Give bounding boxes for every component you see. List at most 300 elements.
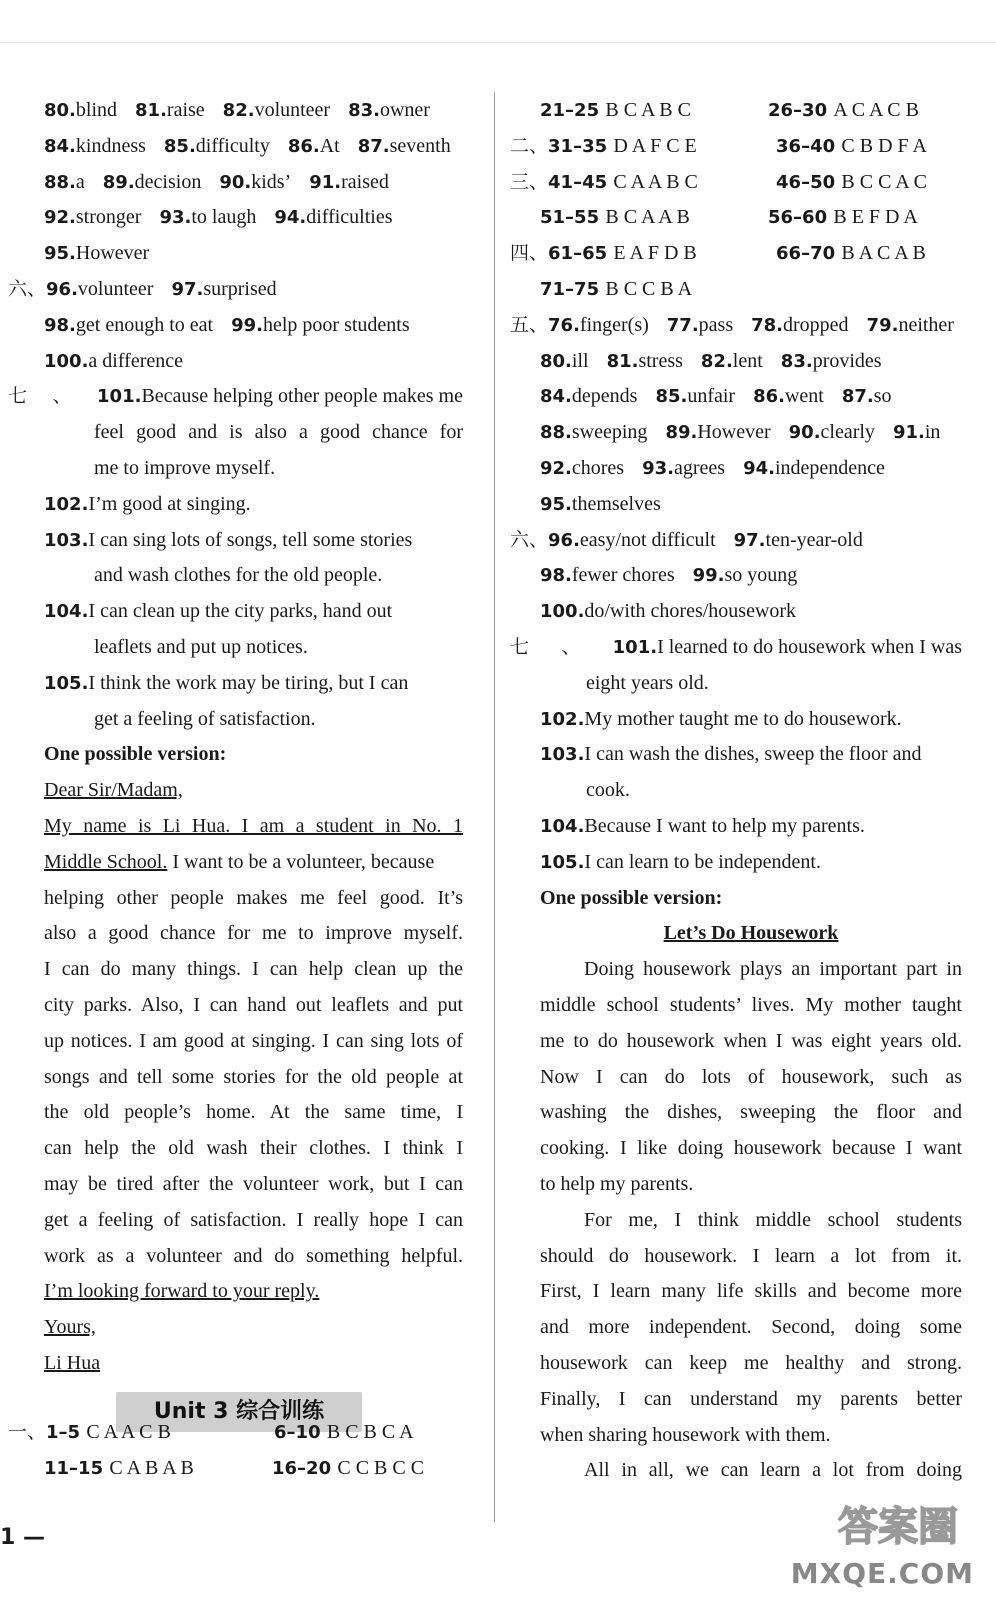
answer-line [8, 92, 463, 128]
answer-text: I can wash the dishes, sweep the floor and [584, 743, 922, 766]
answer-range [540, 92, 750, 129]
answer-text: volunteer [254, 99, 331, 121]
answer-item [734, 522, 863, 559]
answer-item [44, 92, 117, 129]
unit-answer-line [8, 1450, 478, 1486]
salutation [8, 772, 463, 808]
answer-continuation: me to improve myself. [94, 457, 276, 479]
essay-line [510, 1094, 962, 1130]
answer-number: 96. [46, 279, 78, 300]
closing [8, 1309, 463, 1345]
answer-item [540, 593, 796, 630]
essay-line [8, 1273, 463, 1309]
answer-text: decision [134, 170, 202, 193]
answer-text: I can sing lots of songs, tell some stories [88, 528, 413, 551]
answer-number: 85. [163, 135, 196, 157]
answer-item [548, 522, 716, 559]
answer-item [348, 92, 430, 129]
range-answers: B C A B C [605, 99, 691, 121]
answer-number: 84. [540, 386, 572, 408]
answer-text: However [75, 242, 150, 265]
answer-text: get enough to eat [75, 313, 214, 336]
essay-line [8, 1202, 463, 1238]
answer-range-line [510, 92, 980, 128]
answer-line [8, 271, 463, 307]
answer-line [510, 522, 962, 558]
answer-item [164, 128, 270, 165]
answer-range [776, 164, 927, 201]
range-answers: C A A C B [86, 1421, 171, 1443]
answer-item [358, 128, 451, 165]
answer-item [44, 128, 146, 165]
essay-text: Doing housework plays an important part in [584, 958, 962, 981]
range-number: 51–55 [540, 207, 606, 229]
answer-item [44, 235, 149, 272]
answer-number: 87. [841, 386, 874, 408]
answer-item [97, 378, 463, 415]
answer-item [223, 92, 330, 129]
answer-text: clearly [820, 421, 875, 444]
range-number: 61–65 [548, 243, 614, 265]
answer-number: 81. [606, 350, 639, 372]
essay-text: me to do housework when I was eight years old. [540, 1029, 962, 1052]
answer-line [510, 450, 962, 486]
range-number: 31–35 [548, 135, 614, 157]
answer-number: 76. [548, 314, 580, 336]
essay-text: may be tired after the volunteer work, but I can [44, 1173, 463, 1195]
answer-text: unfair [687, 385, 736, 408]
answer-number: 102. [44, 493, 89, 515]
answer-number: 82. [222, 100, 255, 121]
essay-text: Now I can do lots of housework, such as [540, 1065, 962, 1088]
answer-range [548, 164, 758, 201]
answer-continuation: leaflets and put up notices. [94, 636, 308, 658]
answer-line [8, 414, 463, 450]
answer-text: went [784, 385, 824, 408]
essay-text: should do housework. I learn a lot from it. [540, 1244, 962, 1267]
answer-number: 82. [700, 350, 733, 372]
essay-line [510, 987, 962, 1023]
answer-item [274, 199, 392, 236]
answer-text: owner [379, 99, 430, 121]
answer-number: 85. [655, 386, 688, 408]
range-answers: C A A B C [613, 170, 698, 193]
answer-item [607, 343, 683, 380]
essay-label [8, 736, 463, 772]
answer-text: help poor students [262, 313, 410, 336]
range-number: 26–30 [768, 100, 834, 121]
answer-text: My mother taught me to do housework. [584, 707, 902, 730]
answer-text: However [697, 421, 771, 444]
answer-number: 81. [135, 100, 167, 121]
answer-line [510, 772, 962, 808]
answer-line [510, 557, 962, 593]
essay-line [510, 1273, 962, 1309]
answer-item [540, 414, 647, 451]
answer-item [219, 164, 291, 201]
answer-number: 92. [44, 207, 76, 229]
essay-line [8, 1166, 463, 1202]
column-divider [494, 92, 495, 1522]
essay-line [510, 951, 962, 987]
essay-text: can help the old wash their clothes. I think I [44, 1137, 463, 1160]
answer-number: 91. [892, 422, 925, 444]
essay-line [8, 1130, 463, 1166]
answer-line [8, 522, 463, 558]
answer-continuation: cook. [586, 779, 630, 802]
signature-text: Li Hua [44, 1352, 101, 1374]
answer-range [540, 271, 750, 308]
answer-item [548, 307, 649, 344]
answer-text: do/with chores/housework [584, 600, 797, 623]
range-number: 56–60 [768, 207, 834, 229]
answer-item [540, 844, 821, 881]
answer-range [548, 128, 758, 165]
answer-text: so [873, 385, 892, 408]
closing-text: Yours, [44, 1316, 96, 1339]
essay-line [8, 1238, 463, 1274]
answer-text: independence [774, 457, 885, 479]
answer-number: 92. [540, 458, 572, 479]
essay-text: housework can keep me healthy and strong. [540, 1352, 962, 1374]
section-marker: 七、 [510, 636, 613, 658]
answer-line [8, 557, 463, 593]
range-answers: C C B C C [337, 1457, 425, 1479]
answer-line [510, 808, 962, 844]
answer-range [768, 92, 919, 129]
answer-number: 94. [274, 207, 307, 229]
answer-item [44, 199, 141, 236]
essay-title-text: Let’s Do Housework [663, 922, 839, 945]
answer-text: neither [898, 313, 954, 336]
answer-item [642, 450, 725, 487]
range-answers: B C C B A [605, 278, 693, 300]
watermark-url: MXQE.COM [790, 1557, 974, 1590]
essay-text: cooking. I like doing housework because I want [540, 1137, 962, 1160]
essay-line [510, 1202, 962, 1238]
essay-label [510, 880, 962, 916]
essay-text: up notices. I am good at singing. I can sing lots of [44, 1029, 463, 1052]
answer-range-line [510, 235, 980, 271]
answer-line [510, 486, 962, 522]
answer-number: 86. [753, 386, 785, 408]
essay-text: For me, I think middle school students [584, 1208, 962, 1231]
answer-item [44, 343, 183, 380]
essay-text-underlined: Middle School. [44, 850, 168, 873]
answer-text: lent [732, 349, 763, 372]
essay-line [510, 1381, 962, 1417]
essay-line [510, 1345, 962, 1381]
watermark-logo: 答案圈 [838, 1504, 958, 1550]
signature [8, 1345, 463, 1381]
answer-text: stress [638, 349, 683, 372]
answer-item [309, 164, 389, 201]
answer-range [776, 128, 927, 165]
answer-text: I can learn to be independent. [584, 850, 821, 873]
answer-range-line [510, 128, 980, 164]
answer-text: difficulty [195, 134, 270, 157]
answer-text: ten-year-old [765, 528, 863, 551]
answer-number: 103. [540, 744, 585, 766]
answer-item [781, 343, 882, 380]
salutation-text: Dear Sir/Madam, [44, 779, 183, 802]
essay-text: I’m looking forward to your reply. [44, 1280, 320, 1303]
answer-number: 104. [44, 601, 89, 623]
answer-line [510, 378, 962, 414]
answer-text: sweeping [571, 421, 648, 444]
answer-line [8, 128, 463, 164]
answer-text: kids’ [251, 170, 292, 193]
answer-range [768, 199, 918, 236]
answer-line [8, 701, 463, 737]
answer-text: ill [571, 349, 589, 372]
answer-text: I’m good at singing. [88, 492, 251, 515]
answer-text: volunteer [77, 278, 154, 300]
answer-text: to laugh [191, 206, 257, 229]
answer-number: 79. [866, 314, 899, 336]
answer-text: a difference [88, 349, 183, 372]
essay-line [8, 951, 463, 987]
answer-item [540, 486, 661, 523]
answer-number: 105. [44, 672, 89, 694]
essay-text: helping other people makes me feel good. It’s [44, 886, 463, 909]
answer-item [743, 450, 885, 487]
essay-text: I can do many things. I can help clean up the [44, 958, 463, 981]
answer-item [751, 307, 848, 344]
answer-number: 93. [159, 207, 192, 229]
answer-range [548, 235, 758, 272]
unit-3-banner: Unit 3 综合训练 [116, 1392, 362, 1432]
section-marker: 五、 [510, 313, 549, 336]
answer-text: difficulties [306, 206, 393, 229]
answer-text: fewer chores [571, 564, 675, 587]
essay-line [8, 1059, 463, 1095]
essay-text: I want to be a volunteer, because [167, 850, 435, 873]
range-number: 46–50 [776, 171, 842, 193]
essay-text: washing the dishes, sweeping the floor and [540, 1101, 962, 1124]
range-answers: C B D F A [841, 134, 927, 157]
answer-number: 88. [44, 171, 76, 193]
answer-text: raised [341, 170, 389, 193]
essay-line [510, 1417, 962, 1453]
answer-range [46, 1414, 256, 1451]
essay-text: Finally, I can understand my parents better [540, 1387, 962, 1410]
answer-text: I learned to do housework when I was [657, 636, 962, 658]
section-marker: 六、 [8, 278, 47, 300]
essay-line [510, 1130, 962, 1166]
answer-continuation: get a feeling of satisfaction. [94, 707, 316, 730]
range-number: 71–75 [540, 279, 606, 300]
essay-label-text: One possible version: [44, 743, 227, 766]
answer-line [8, 665, 463, 701]
essay-text: My name is Li Hua. I am a student in No. 1 [44, 815, 463, 837]
essay-line [8, 915, 463, 951]
answer-item [135, 92, 205, 129]
essay-line [510, 1059, 962, 1095]
answer-text: themselves [571, 492, 661, 515]
answer-text: chores [571, 457, 625, 479]
answer-line [8, 343, 463, 379]
answer-range-line [510, 271, 980, 307]
answer-number: 104. [540, 816, 585, 837]
answer-line [510, 844, 962, 880]
answer-item [44, 522, 412, 559]
answer-item [288, 128, 340, 165]
essay-label-text: One possible version: [540, 886, 723, 909]
essay-text: get a feeling of satisfaction. I really hope I can [44, 1208, 463, 1231]
essay-line [510, 1238, 962, 1274]
range-answers: A C A C B [833, 99, 919, 121]
section-marker: 三、 [510, 170, 549, 193]
essay-text: songs and tell some stories for the old people at [44, 1065, 463, 1088]
answer-line [8, 486, 463, 522]
answer-item [867, 307, 954, 344]
essay-line [8, 1094, 463, 1130]
answer-text: stronger [75, 206, 142, 229]
section-marker: 一、 [8, 1421, 47, 1443]
essay-title [510, 915, 962, 951]
answer-number: 100. [44, 350, 89, 372]
answer-number: 78. [751, 314, 783, 336]
answer-item [540, 450, 624, 487]
answer-number: 89. [665, 422, 698, 444]
essay-text: also a good chance for me to improve myself. [44, 922, 463, 945]
section-marker: 七、 [8, 385, 98, 408]
answer-text: in [924, 421, 941, 444]
answer-text: blind [75, 99, 118, 121]
answer-item [540, 736, 922, 773]
answer-number: 98. [44, 314, 76, 336]
answer-line [8, 378, 463, 414]
answer-text: I think the work may be tiring, but I can [88, 671, 409, 694]
answer-line [510, 307, 962, 343]
answer-number: 80. [540, 350, 572, 372]
answer-line [8, 164, 463, 200]
answer-number: 102. [540, 708, 585, 730]
answer-item [103, 164, 202, 201]
answer-number: 77. [666, 314, 699, 336]
answer-number: 90. [788, 422, 821, 444]
answer-number: 101. [612, 637, 658, 658]
answer-line [8, 307, 463, 343]
range-number: 1–5 [46, 1422, 87, 1443]
essay-line [510, 1166, 962, 1202]
answer-item [753, 378, 824, 415]
unit-answer-line [8, 1414, 478, 1450]
answer-number: 95. [44, 243, 76, 265]
answer-number: 101. [97, 386, 142, 408]
answer-continuation: and wash clothes for the old people. [94, 564, 383, 587]
answer-range [44, 1450, 254, 1487]
range-number: 21–25 [540, 100, 606, 121]
essay-line [8, 1023, 463, 1059]
range-answers: B E F D A [833, 206, 918, 229]
answer-line [510, 736, 962, 772]
essay-line [8, 808, 463, 844]
answer-item [44, 164, 85, 201]
answer-item [789, 414, 875, 451]
answer-number: 99. [231, 314, 263, 336]
answer-text: easy/not difficult [579, 528, 716, 551]
answer-text: dropped [783, 313, 849, 336]
answer-number: 89. [102, 171, 135, 193]
essay-line [510, 1452, 962, 1488]
essay-text: city parks. Also, I can hand out leaflets and put [44, 994, 463, 1016]
answer-item [540, 378, 637, 415]
answer-number: 100. [540, 601, 585, 623]
answer-item [701, 343, 763, 380]
section-marker: 四、 [510, 242, 549, 265]
essay-line [8, 844, 463, 880]
essay-text: to help my parents. [540, 1173, 694, 1195]
answer-number: 83. [348, 100, 380, 121]
section-marker: 二、 [510, 134, 549, 157]
answer-item [842, 378, 892, 415]
answer-item [655, 378, 735, 415]
answer-text: raise [166, 99, 205, 121]
answer-item [44, 593, 392, 630]
answer-text: Because I want to help my parents. [584, 815, 865, 837]
answer-continuation: eight years old. [586, 671, 709, 694]
answer-text: agrees [673, 457, 726, 479]
answer-number: 80. [44, 100, 76, 121]
answer-line [510, 593, 962, 629]
answer-number: 88. [540, 422, 572, 444]
answer-text: pass [698, 313, 734, 336]
answer-line [8, 450, 463, 486]
range-answers: B C A A B [605, 206, 690, 229]
answer-range [776, 235, 926, 272]
answer-line [510, 414, 962, 450]
range-number: 66–70 [776, 243, 842, 265]
answer-number: 90. [219, 171, 252, 193]
answer-line [8, 629, 463, 665]
answer-item [540, 808, 865, 845]
answer-item [540, 343, 589, 380]
range-number: 6–10 [274, 1422, 327, 1443]
answer-number: 96. [548, 529, 580, 551]
answer-number: 99. [692, 565, 725, 587]
answer-line [510, 701, 962, 737]
essay-text: middle school students’ lives. My mother taught [540, 994, 962, 1016]
essay-line [8, 880, 463, 916]
answer-item [44, 307, 213, 344]
range-answers: D A F C E [613, 134, 697, 157]
page-number: 1 — [0, 1525, 45, 1550]
answer-item [44, 665, 408, 702]
answer-number: 95. [540, 493, 572, 515]
answer-number: 84. [44, 135, 76, 157]
answer-text: finger(s) [579, 313, 649, 336]
answer-text: kindness [75, 134, 146, 157]
answer-number: 105. [540, 851, 585, 873]
essay-text: and more independent. Second, doing some [540, 1316, 962, 1339]
answer-item [171, 271, 276, 308]
answer-item [231, 307, 410, 344]
answer-line [8, 593, 463, 629]
answer-text: provides [812, 349, 882, 372]
answer-text: depends [571, 385, 638, 408]
essay-line [510, 1309, 962, 1345]
range-number: 16–20 [272, 1458, 338, 1479]
answer-number: 97. [171, 279, 204, 300]
essay-text: All in all, we can learn a lot from doing [584, 1459, 962, 1482]
answer-text: seventh [389, 134, 451, 157]
range-number: 36–40 [776, 135, 842, 157]
answer-text: I can clean up the city parks, hand out [88, 600, 393, 623]
essay-text: the old people’s home. At the same time, I [44, 1101, 463, 1124]
range-answers: B C C A C [841, 170, 927, 193]
